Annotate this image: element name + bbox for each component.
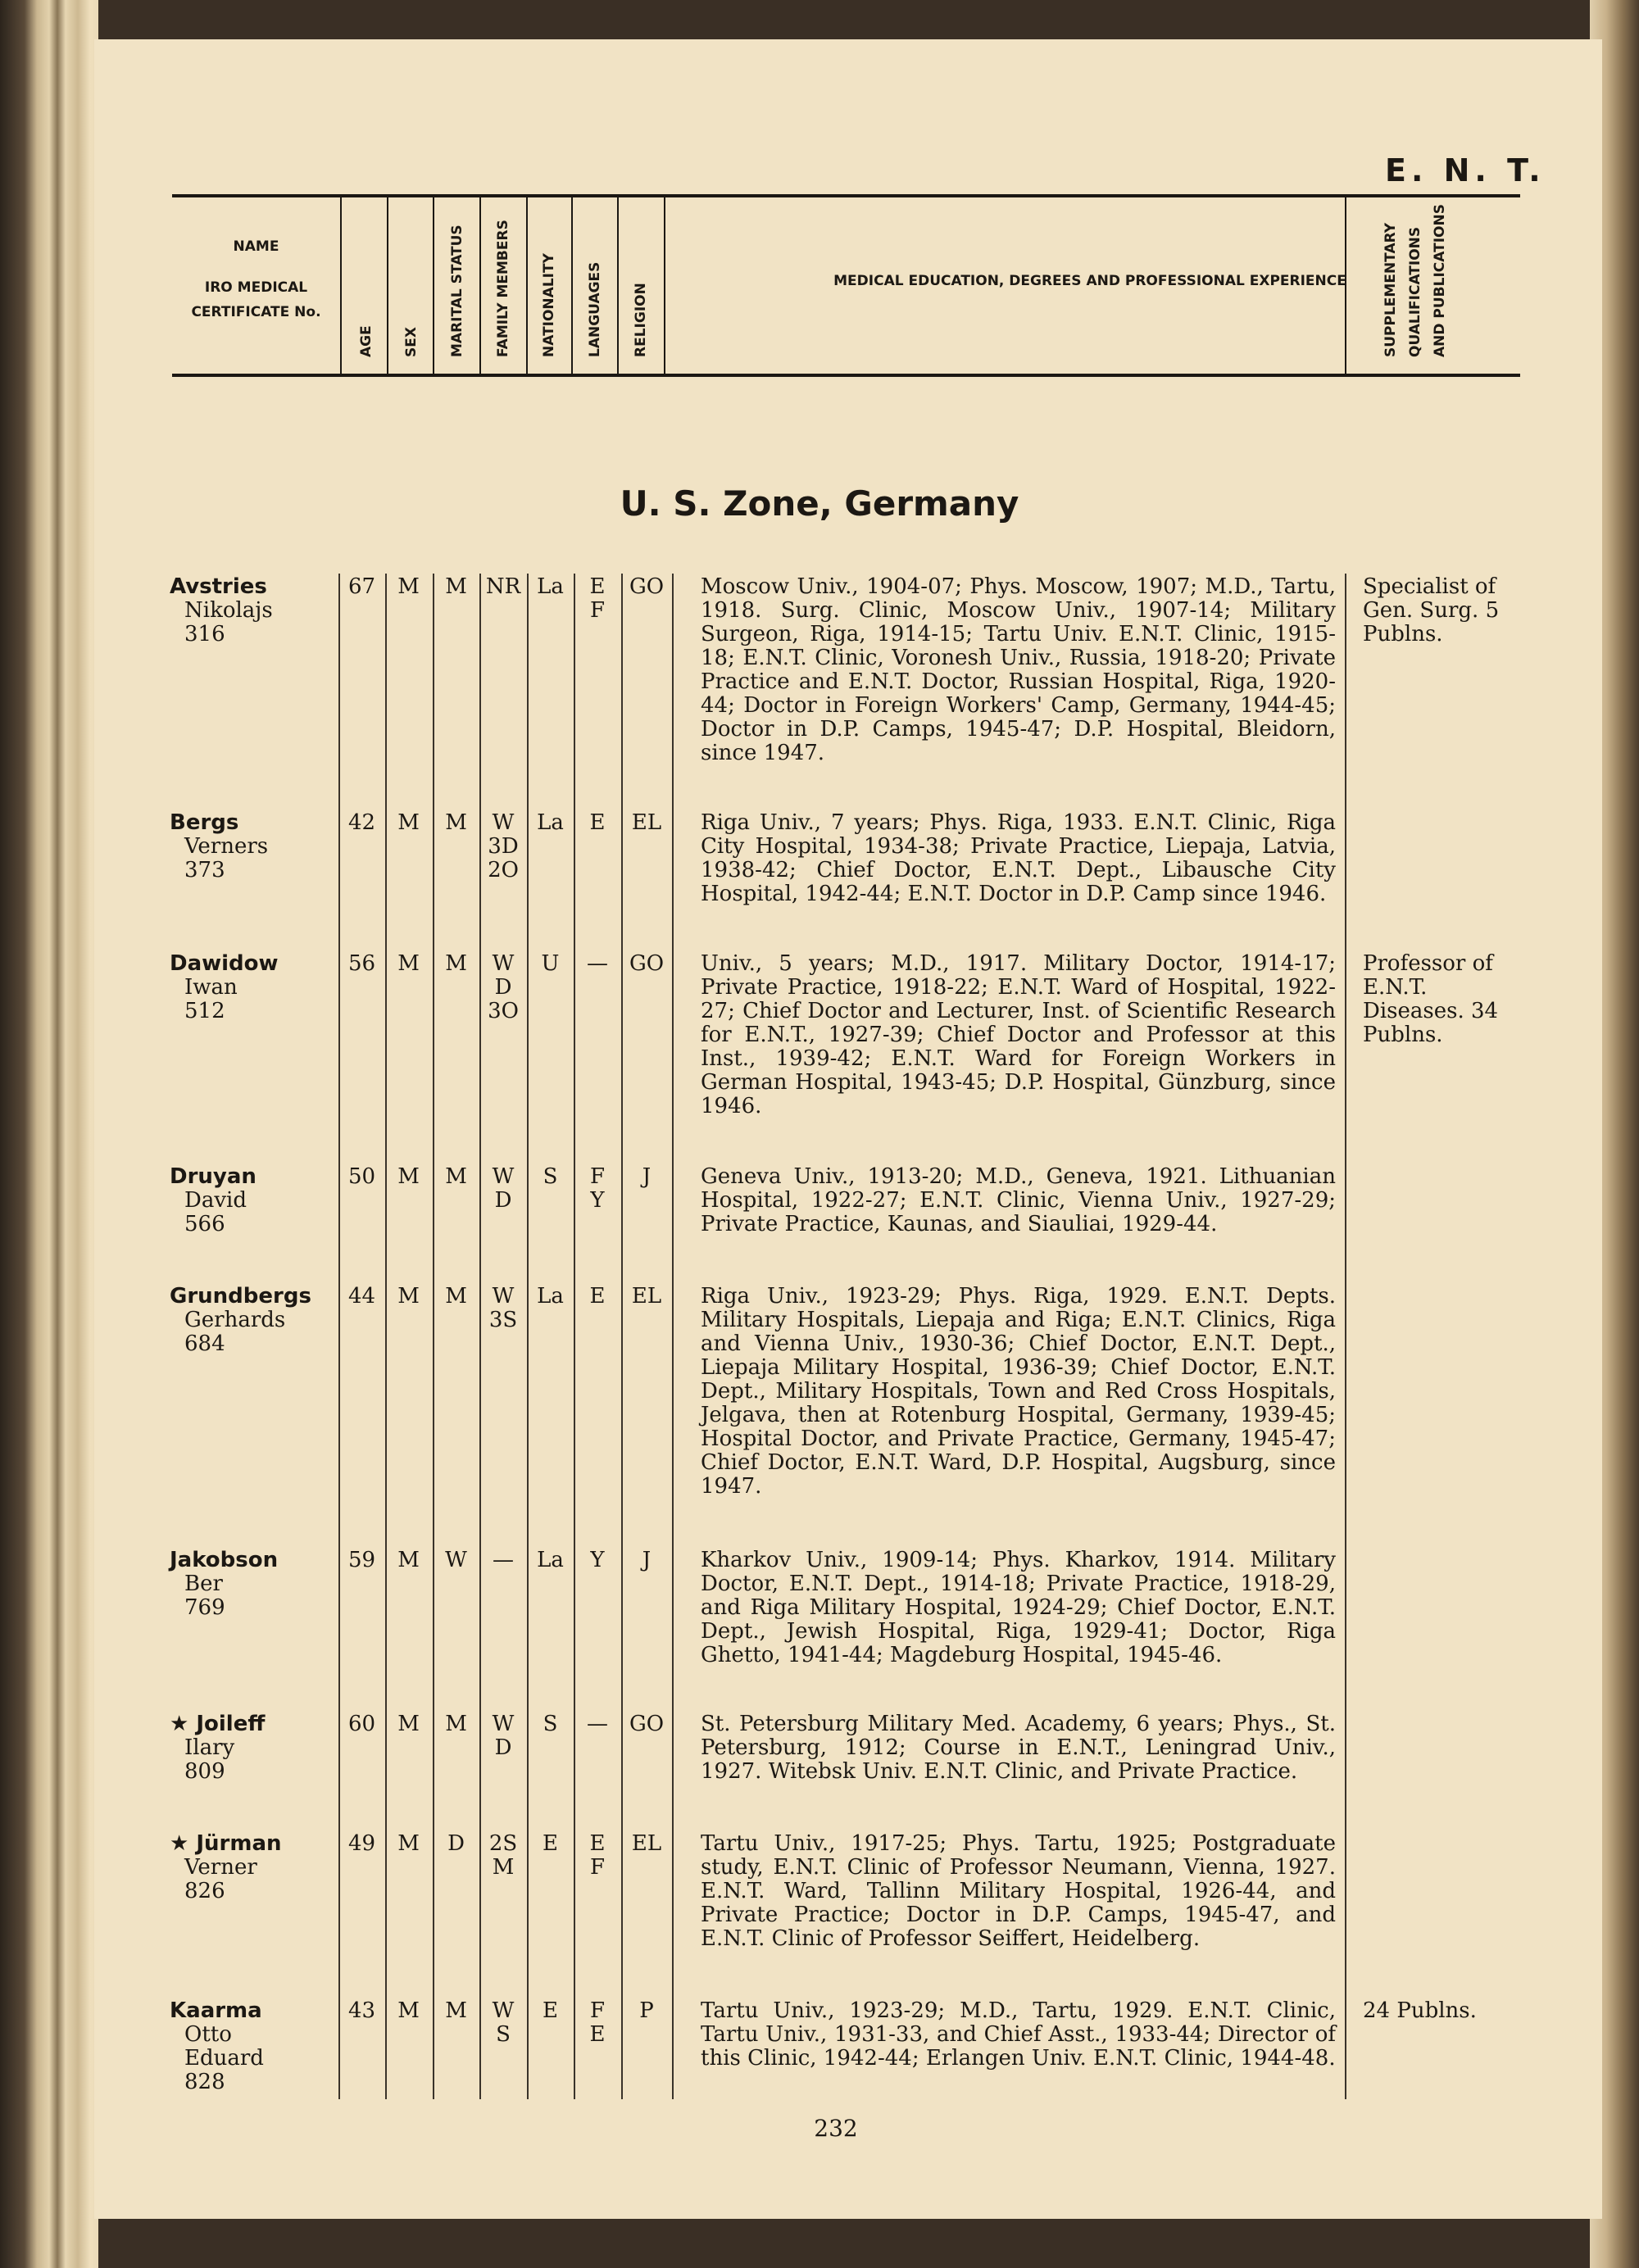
header-nationality: NATIONALITY <box>541 253 557 357</box>
name-detail: Ber <box>184 1572 223 1596</box>
family-value: 3S <box>488 1308 518 1332</box>
family-value: W <box>492 1284 515 1309</box>
family-cell <box>479 952 527 1023</box>
medical-experience: Riga Univ., 7 years; Phys. Riga, 1933. E.N.T. Clinic, Riga City Hospital, 1934-38; Private Practice, Liepaja, Latvia, 1938-42; Chief Doctor, E.N.T. Dept., Libausche City Hospital, 1942-44; E.N.T. Doctor in D.P. Camp since 1946. <box>701 810 1336 906</box>
surname: Bergs <box>170 810 239 835</box>
name-detail: 769 <box>184 1595 225 1620</box>
medical-experience: Univ., 5 years; M.D., 1917. Military Doctor, 1914-17; Private Practice, 1918-22; E.N.T. Ward of Hospital, 1922-27; Chief Doctor and Lecturer, Inst. of Scientific Research for E.N.T., 1927-39; Chief Doctor and Professor at this Inst., 1939-42; E.N.T. Ward for Foreign Workers in German Hospital, 1943-45; D.P. Hospital, Günzburg, since 1946. <box>701 951 1336 1118</box>
header-supplementary-1: SUPPLEMENTARY <box>1382 222 1399 357</box>
family-cell <box>479 1549 527 1572</box>
name-cell <box>170 1165 350 1236</box>
age-cell: 59 <box>347 1548 376 1572</box>
language-value: E <box>589 2022 606 2047</box>
family-value: 3D <box>488 834 519 859</box>
religion-cell: J <box>642 1164 652 1189</box>
header-divider <box>526 197 528 374</box>
marital-cell: M <box>445 574 467 599</box>
header-divider <box>433 197 434 374</box>
name-cell <box>170 1712 350 1784</box>
name-cell <box>170 1999 350 2094</box>
language-value: E <box>589 810 606 835</box>
family-value: W <box>492 951 515 976</box>
header-medical: MEDICAL EDUCATION, DEGREES AND PROFESSIONAL EXPERIENCE <box>833 273 1346 289</box>
marital-cell: M <box>445 1284 467 1309</box>
family-cell <box>479 1999 527 2047</box>
header-religion: RELIGION <box>633 283 649 357</box>
family-value: W <box>492 810 515 835</box>
sex-cell: M <box>397 951 420 976</box>
table-header <box>172 194 1520 377</box>
surname: Avstries <box>170 574 267 599</box>
language-value: E <box>589 1284 606 1309</box>
header-age: AGE <box>358 325 375 357</box>
family-value: NR <box>485 574 521 599</box>
religion-cell: GO <box>629 574 665 599</box>
family-cell <box>479 1285 527 1332</box>
supplementary-qualifications: Specialist of Gen. Surg. 5 Publns. <box>1363 574 1500 646</box>
nationality-cell: E <box>543 1831 558 1856</box>
header-divider <box>571 197 573 374</box>
marital-cell: W <box>445 1548 467 1572</box>
surname: Grundbergs <box>170 1284 311 1309</box>
age-cell: 44 <box>347 1284 376 1309</box>
family-cell <box>479 811 527 882</box>
column-rule <box>672 574 674 2099</box>
marital-cell: M <box>445 1712 467 1736</box>
nationality-cell: La <box>537 1284 564 1309</box>
header-divider <box>617 197 619 374</box>
name-detail: Otto <box>184 2022 232 2047</box>
zone-title: U. S. Zone, Germany <box>620 483 1019 524</box>
name-detail: Gerhards <box>184 1308 286 1332</box>
language-value: F <box>589 1164 606 1189</box>
family-value: W <box>492 1164 515 1189</box>
name-cell <box>170 1549 350 1620</box>
medical-experience: Kharkov Univ., 1909-14; Phys. Kharkov, 1914. Military Doctor, E.N.T. Dept., 1914-18; Private Practice, 1918-29, and Riga Military Hospital, 1924-29; Chief Doctor, E.N.T. Dept., Jewish Hospital, Riga, 1929-41; Doctor, Riga Ghetto, 1941-44; Magdeburg Hospital, 1945-46. <box>701 1548 1336 1667</box>
name-detail: 373 <box>184 858 225 882</box>
family-value: M <box>492 1855 515 1880</box>
family-value: 3O <box>488 999 519 1023</box>
marital-cell: D <box>447 1831 465 1856</box>
languages-cell <box>574 811 621 835</box>
header-name <box>172 197 340 374</box>
languages-cell <box>574 1549 621 1572</box>
family-value: W <box>492 1712 515 1736</box>
header-family-members: FAMILY MEMBERS <box>495 220 511 357</box>
name-cell <box>170 1832 350 1903</box>
family-value: 2S <box>488 1831 518 1856</box>
medical-experience: Tartu Univ., 1917-25; Phys. Tartu, 1925; Postgraduate study, E.N.T. Clinic of Professor Neumann, Vienna, 1927. E.N.T. Ward, Tallinn Military Hospital, 1926-44, and Private Practice; Doctor in D.P. Camps, 1945-47, and E.N.T. Clinic of Professor Seiffert, Heidelberg. <box>701 1831 1336 1951</box>
family-value: D <box>494 1735 512 1760</box>
sex-cell: M <box>397 1548 420 1572</box>
nationality-cell: S <box>543 1712 558 1736</box>
language-value: F <box>589 1998 606 2023</box>
sex-cell: M <box>397 1998 420 2023</box>
nationality-cell: S <box>543 1164 558 1189</box>
family-cell <box>479 1712 527 1760</box>
religion-cell: GO <box>629 951 665 976</box>
nationality-cell: E <box>543 1998 558 2023</box>
religion-cell: J <box>642 1548 652 1572</box>
family-value: D <box>494 975 512 1000</box>
header-name-line-2: IRO MEDICAL <box>204 279 308 296</box>
marital-cell: M <box>445 1164 467 1189</box>
name-detail: Ilary <box>184 1735 235 1760</box>
header-marital-status: MARITAL STATUS <box>449 225 465 357</box>
medical-experience: Riga Univ., 1923-29; Phys. Riga, 1929. E.N.T. Depts. Military Hospitals, Liepaja and Riga; E.N.T. Clinics, Riga and Vienna Univ., 1930-36; Chief Doctor, E.N.T. Dept., Liepaja Military Hospital, 1936-39; Chief Doctor, E.N.T. Dept., Military Hospitals, Town and Red Cross Hospitals, Jelgava, then at Rotenburg Hospital, Germany, 1939-45; Hospital Doctor, and Private Practice, Germany, 1945-47; Chief Doctor, E.N.T. Ward, D.P. Hospital, Augsburg, since 1947. <box>701 1284 1336 1499</box>
name-detail: Verner <box>184 1855 257 1880</box>
name-detail: 316 <box>184 622 225 646</box>
name-detail: 826 <box>184 1879 225 1903</box>
surname: ★ Joileff <box>170 1712 266 1736</box>
family-cell <box>479 1165 527 1213</box>
header-supplementary-3: AND PUBLICATIONS <box>1432 204 1448 357</box>
age-cell: 56 <box>347 951 376 976</box>
sex-cell: M <box>397 1164 420 1189</box>
header-divider <box>340 197 342 374</box>
surname: Druyan <box>170 1164 257 1189</box>
languages-cell <box>574 1832 621 1880</box>
language-value: E <box>589 574 606 599</box>
column-rule <box>385 574 387 2099</box>
column-rule <box>621 574 623 2099</box>
age-cell: 60 <box>347 1712 376 1736</box>
header-name-line-1: NAME <box>233 238 279 255</box>
column-rule <box>1345 574 1346 2099</box>
languages-cell <box>574 575 621 623</box>
header-languages: LANGUAGES <box>587 261 603 357</box>
header-divider <box>479 197 481 374</box>
sex-cell: M <box>397 574 420 599</box>
religion-cell: EL <box>631 1284 662 1309</box>
sex-cell: M <box>397 1712 420 1736</box>
age-cell: 43 <box>347 1998 376 2023</box>
medical-experience: Moscow Univ., 1904-07; Phys. Moscow, 1907; M.D., Tartu, 1918. Surg. Clinic, Moscow Univ., 1907-14; Military Surgeon, Riga, 1914-15; Tartu Univ. E.N.T. Clinic, 1915-18; E.N.T. Clinic, Voronesh Univ., Russia, 1918-20; Private Practice and E.N.T. Doctor, Russian Hospital, Riga, 1920-44; Doctor in Foreign Workers' Camp, Germany, 1944-45; Doctor in D.P. Camps, 1945-47; D.P. Hospital, Bleidorn, since 1947. <box>701 574 1336 765</box>
name-cell <box>170 1285 350 1356</box>
religion-cell: P <box>639 1998 654 2023</box>
column-rule <box>527 574 529 2099</box>
languages-cell <box>574 1712 621 1736</box>
book-spine-edge <box>0 0 98 2268</box>
language-value: F <box>589 1855 606 1880</box>
age-cell: 67 <box>347 574 376 599</box>
section-code: E. N. T. <box>1385 152 1546 188</box>
family-cell <box>479 1832 527 1880</box>
languages-cell <box>574 1285 621 1309</box>
nationality-cell: U <box>541 951 560 976</box>
religion-cell: GO <box>629 1712 665 1736</box>
sex-cell: M <box>397 1831 420 1856</box>
name-detail: Iwan <box>184 975 238 1000</box>
surname: Kaarma <box>170 1998 262 2023</box>
family-cell <box>479 575 527 599</box>
header-divider <box>1345 197 1346 374</box>
marital-cell: M <box>445 951 467 976</box>
language-value: E <box>589 1831 606 1856</box>
page-number: 232 <box>814 2115 858 2142</box>
name-detail: Verners <box>184 834 269 859</box>
marital-cell: M <box>445 810 467 835</box>
sex-cell: M <box>397 1284 420 1309</box>
age-cell: 49 <box>347 1831 376 1856</box>
medical-experience: Geneva Univ., 1913-20; M.D., Geneva, 1921. Lithuanian Hospital, 1922-27; E.N.T. Clinic, Vienna Univ., 1927-29; Private Practice, Kaunas, and Siauliai, 1929-44. <box>701 1164 1336 1236</box>
name-detail: 828 <box>184 2070 225 2094</box>
name-cell <box>170 952 350 1023</box>
name-cell <box>170 811 350 882</box>
languages-cell <box>574 1165 621 1213</box>
name-detail: 566 <box>184 1212 225 1236</box>
family-value: 2O <box>488 858 519 882</box>
sex-cell: M <box>397 810 420 835</box>
supplementary-qualifications: Professor of E.N.T. Diseases. 34 Publns. <box>1363 951 1499 1047</box>
languages-cell <box>574 952 621 976</box>
nationality-cell: La <box>537 574 564 599</box>
header-name-line-3: CERTIFICATE No. <box>191 304 321 320</box>
header-divider <box>387 197 388 374</box>
supplementary-qualifications: 24 Publns. <box>1363 1998 1477 2023</box>
nationality-cell: La <box>537 1548 564 1572</box>
religion-cell: EL <box>631 1831 662 1856</box>
family-value: S <box>496 2022 511 2047</box>
medical-experience: Tartu Univ., 1923-29; M.D., Tartu, 1929. E.N.T. Clinic, Tartu Univ., 1931-33, and Chief Asst., 1933-44; Director of this Clinic, 1942-44; Erlangen Univ. E.N.T. Clinic, 1944-48. <box>701 1998 1336 2071</box>
name-cell <box>170 575 350 646</box>
language-value: F <box>589 598 606 623</box>
name-detail: 684 <box>184 1331 225 1356</box>
age-cell: 50 <box>347 1164 376 1189</box>
medical-experience: St. Petersburg Military Med. Academy, 6 years; Phys., St. Petersburg, 1912; Course in E.N.T., Leningrad Univ., 1927. Witebsk Univ. E.N.T. Clinic, and Private Practice. <box>701 1712 1336 1784</box>
name-detail: David <box>184 1188 247 1213</box>
family-value: W <box>492 1998 515 2023</box>
language-value: Y <box>590 1188 605 1213</box>
name-detail: 809 <box>184 1759 225 1784</box>
language-value: — <box>587 1712 608 1736</box>
header-sex: SEX <box>403 327 420 357</box>
name-detail: Eduard <box>184 2046 264 2071</box>
header-supplementary-2: QUALIFICATIONS <box>1407 226 1423 357</box>
age-cell: 42 <box>347 810 376 835</box>
surname: Jakobson <box>170 1548 279 1572</box>
surname: ★ Jürman <box>170 1831 282 1856</box>
surname: Dawidow <box>170 951 279 976</box>
marital-cell: M <box>445 1998 467 2023</box>
name-detail: Nikolajs <box>184 598 273 623</box>
column-rule <box>433 574 434 2099</box>
family-value: — <box>493 1548 514 1572</box>
language-value: Y <box>590 1548 605 1572</box>
language-value: — <box>587 951 608 976</box>
nationality-cell: La <box>537 810 564 835</box>
name-detail: 512 <box>184 999 225 1023</box>
languages-cell <box>574 1999 621 2047</box>
family-value: D <box>494 1188 512 1213</box>
religion-cell: EL <box>631 810 662 835</box>
